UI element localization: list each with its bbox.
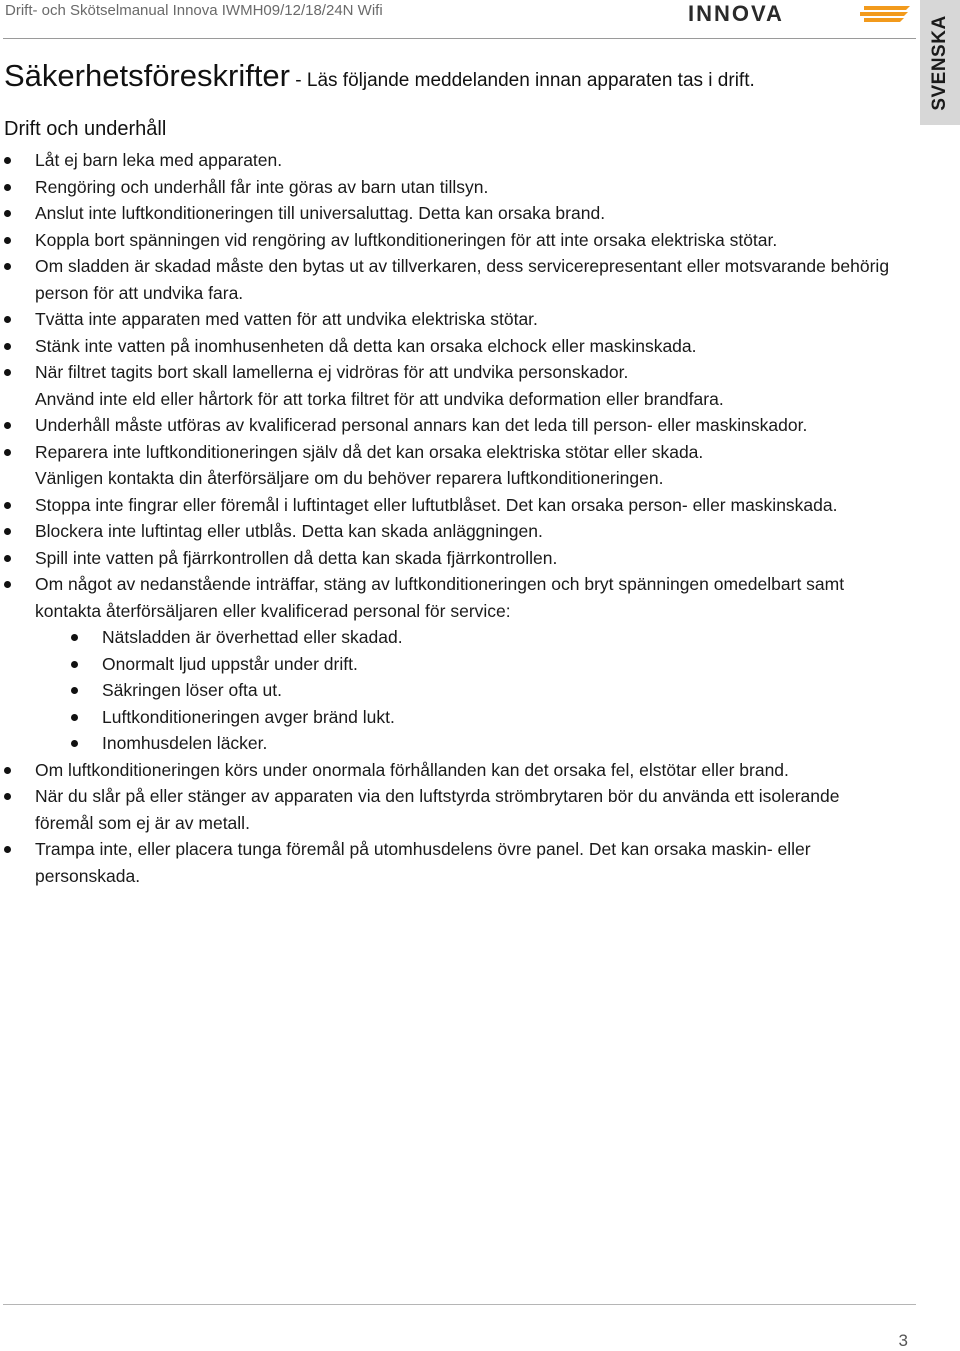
safety-list — [0, 147, 900, 889]
list-item: Stoppa inte fingrar eller föremål i luftintaget eller luftutblåset. Det kan orsaka person- eller maskinskada. — [0, 492, 900, 519]
list-item: Rengöring och underhåll får inte göras av barn utan tillsyn. — [0, 174, 900, 201]
list-item: Stänk inte vatten på inomhusenheten då detta kan orsaka elchock eller maskinskada. — [0, 333, 900, 360]
innova-logo — [688, 3, 910, 23]
sublist-item: Onormalt ljud uppstår under drift. — [35, 651, 900, 678]
language-tab-label: SVENSKA — [929, 14, 950, 111]
title-main: Säkerhetsföreskrifter — [4, 58, 290, 93]
footer-divider — [3, 1304, 916, 1305]
section-heading: Drift och underhåll — [4, 118, 167, 140]
list-item: Blockera inte luftintag eller utblås. Detta kan skada anläggningen. — [0, 518, 900, 545]
list-item: Låt ej barn leka med apparaten. — [0, 147, 900, 174]
list-item: Anslut inte luftkonditioneringen till universaluttag. Detta kan orsaka brand. — [0, 200, 900, 227]
manual-title: Drift- och Skötselmanual Innova IWMH09/12/18/24N Wifi — [5, 2, 383, 19]
list-item: När filtret tagits bort skall lamellerna ej vidröras för att undvika personskador. Använd inte eld eller hårtork för att torka filtret för att undvika deformation eller brandfara. — [0, 359, 900, 412]
list-item: Om luftkonditioneringen körs under onormala förhållanden kan det orsaka fel, elstötar eller brand. — [0, 757, 900, 784]
list-item: Underhåll måste utföras av kvalificerad personal annars kan det leda till person- eller maskinskador. — [0, 412, 900, 439]
svg-text:INNOVA: INNOVA — [688, 3, 784, 23]
list-item: Reparera inte luftkonditioneringen själv då det kan orsaka elektriska stötar eller skada. Vänligen kontakta din återförsäljare om du behöver reparera luftkonditioneringen. — [0, 439, 900, 492]
language-tab — [920, 0, 960, 125]
sublist-item: Inomhusdelen läcker. — [35, 730, 900, 757]
list-item: Trampa inte, eller placera tunga föremål på utomhusdelens övre panel. Det kan orsaka maskin- eller personskada. — [0, 836, 900, 889]
sublist — [35, 624, 900, 757]
list-item: Tvätta inte apparaten med vatten för att undvika elektriska stötar. — [0, 306, 900, 333]
list-item: Om sladden är skadad måste den bytas ut av tillverkaren, dess servicerepresentant eller motsvarande behörig person för att undvika fara. — [0, 253, 900, 306]
list-item: Om något av nedanstående inträffar, stäng av luftkonditioneringen och bryt spänningen omedelbart samt kontakta återförsäljaren eller kvalificerad personal för service: Nätsladden är överhettad eller skadad. Onormalt ljud uppstår under drift. Säkringen löser ofta ut. Luftkonditioneringen avger bränd lukt. Inomhusdelen läcker. — [0, 571, 900, 757]
sublist-item: Nätsladden är överhettad eller skadad. — [35, 624, 900, 651]
page-number: 3 — [898, 1331, 908, 1350]
header-divider — [3, 38, 916, 39]
sublist-item: Säkringen löser ofta ut. — [35, 677, 900, 704]
page-title — [4, 58, 755, 94]
sublist-item: Luftkonditioneringen avger bränd lukt. — [35, 704, 900, 731]
title-subtitle: - Läs följande meddelanden innan apparaten tas i drift. — [290, 70, 755, 91]
list-item: Spill inte vatten på fjärrkontrollen då detta kan skada fjärrkontrollen. — [0, 545, 900, 572]
list-item: När du slår på eller stänger av apparaten via den luftstyrda strömbrytaren bör du använda ett isolerande föremål som ej är av metall. — [0, 783, 900, 836]
list-item: Koppla bort spänningen vid rengöring av luftkonditioneringen för att inte orsaka elektriska stötar. — [0, 227, 900, 254]
